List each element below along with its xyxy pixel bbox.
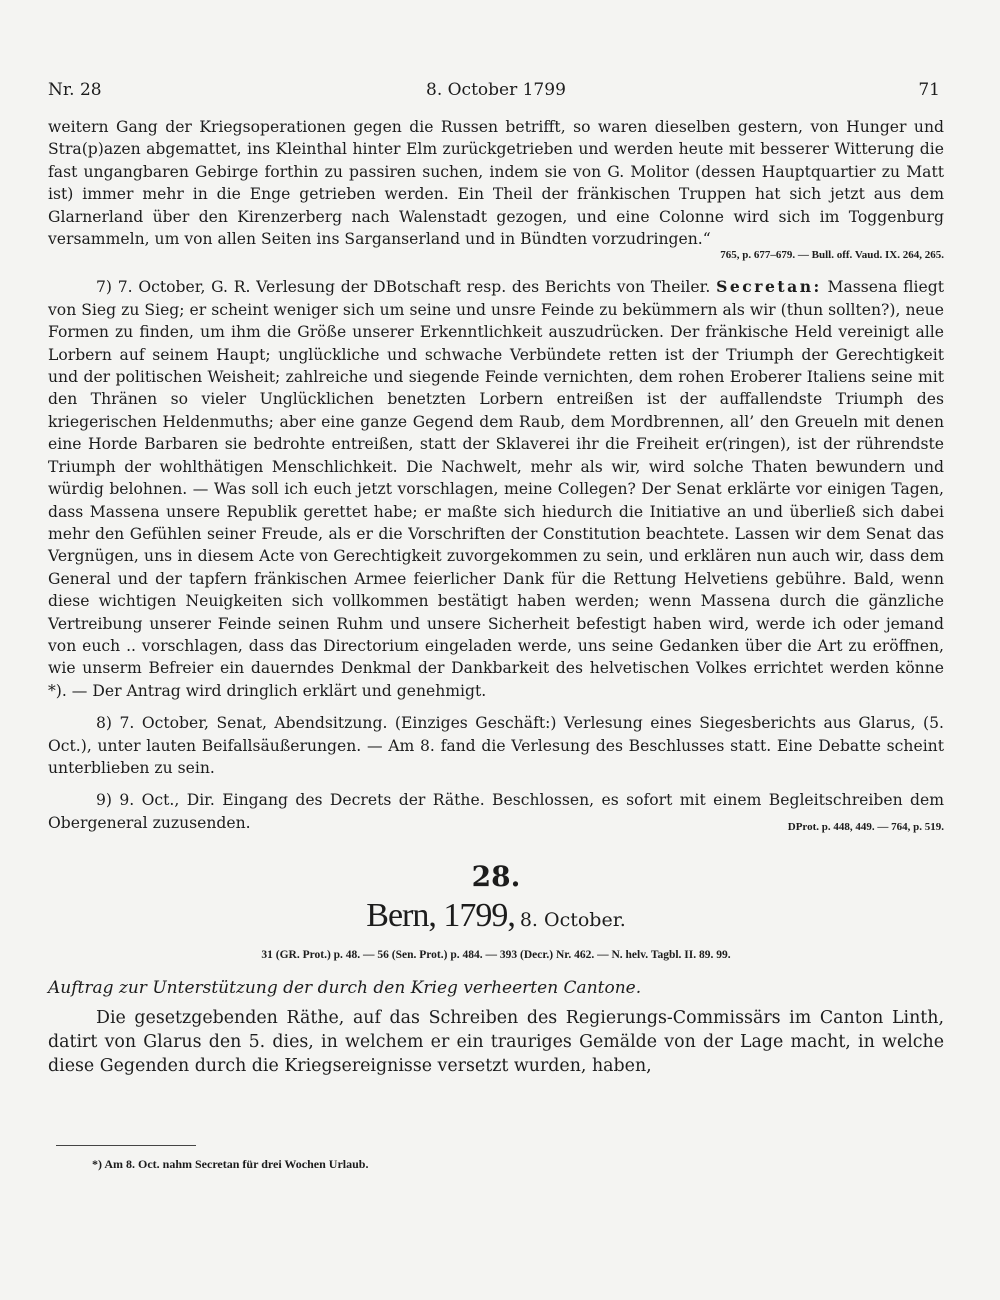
entry-7-lead: 7) 7. October, G. R. Verlesung der DBotschaft resp. des Berichts von Theiler. xyxy=(96,278,711,297)
entry-8: 8) 7. October, Senat, Abendsitzung. (Einziges Geschäft:) Verlesung eines Siegesberichts aus Glarus, (5. Oct.), unter lauten Beifallsäußerungen. — Am 8. fand die Verlesung des Beschlusses statt. Eine Debatte scheint unterblieben zu sein. xyxy=(48,714,944,777)
page-number: 71 xyxy=(918,80,940,100)
entry-7 xyxy=(48,276,944,702)
page-body xyxy=(48,116,944,1078)
section-subject: Auftrag zur Unterstützung der durch den Krieg verheerten Cantone. xyxy=(48,978,642,999)
source-reference: 765, p. 677–679. — Bull. off. Vaud. IX. 264, 265. xyxy=(720,249,944,262)
entry-9-source: DProt. p. 448, 449. — 764, p. 519. xyxy=(787,820,944,833)
footnote: *) Am 8. Oct. nahm Secretan für drei Wochen Urlaub. xyxy=(92,1157,369,1171)
section-place: Bern, 1799, xyxy=(366,897,515,935)
section-dateline xyxy=(48,896,944,941)
speaker-name: Secretan: xyxy=(716,277,822,297)
section-text: Die gesetzgebenden Räthe, auf das Schreiben des Regierungs-Commissärs im Canton Linth, datirt von Glarus den 5. dies, in welchem er ein trauriges Gemälde von der Lage macht, in welche diese Gegenden durch die Kriegsereignisse versetzt wurden, haben, xyxy=(48,1007,944,1076)
document-page xyxy=(48,0,948,1300)
entry-7-text: Massena fliegt von Sieg zu Sieg; er scheint weniger sich um seine und unsre Feinde zu bekümmern als wir (thun sollten?), neue Formen zu finden, um ihm die Größe unserer Erkenntlichkeit auszudrücken. Der fränkische Held vereinigt alle Lorbern auf seinem Haupt; unglückliche und schwache Verbündete retten ist der Triumph der Gerechtigkeit und der politischen Weisheit; zahlreiche und siegende Feinde vernichten, dem rohen Eroberer Italiens seine mit den Thränen so vieler Unglücklichen benetzten Lorbern entreißen ist der auffallendste Triumph des kriegerischen Heldenmuths; aber eine ganze Gegend dem Raub, dem Mordbrennen, all’ den Greueln mit denen eine Horde Barbaren sie bedrohte entreißen, statt der Sklaverei ihr die Freiheit er(ringen), ist der rührendste Triumph der wohlthätigen Menschlichkeit. Die Nachwelt, mehr als wir, wird solche Thaten bewundern und würdig belohnen. — Was soll ich euch jetzt vorschlagen, meine Collegen? Der Senat erklärte vor einigen Tagen, dass Massena unsere Republik gerettet habe; er maßte sich hiedurch die Initiative an und überließ sich dabei mehr den Gefühlen seiner Freude, als er die Vorschriften der Constitution beachtete. Lassen wir dem Senat das Vergnügen, uns in diesem Acte von Gerechtigkeit zuvorgekommen zu sein, und erklären nun auch wir, dass dem General und der tapfern fränkischen Armee feierlicher Dank für die Rettung Helvetiens gebühre. Bald, wenn diese wichtigen Neuigkeiten sich vollkommen bestätigt haben werden; wenn Massena durch die gänzliche Vertreibung unserer Feinde seinen Ruhm und unsere Sicherheit befestigt haben wird, werde ich oder jemand von euch .. vorschlagen, dass das Directorium eingeladen werde, uns seine Gedanken über die Art zu eröffnen, wie unserm Befreier ein dauerndes Denkmal der Dankbarkeit des helvetischen Volkes errichtet werden könne *). — Der Antrag wird dringlich erklärt und genehmigt. xyxy=(48,278,944,700)
running-header xyxy=(48,80,948,106)
section-date: 8. October. xyxy=(519,909,626,932)
section-number: 28. xyxy=(471,860,521,894)
footnote-rule xyxy=(56,1145,196,1146)
entry-9-text: 9) 9. Oct., Dir. Eingang des Decrets der Räthe. Beschlossen, es sofort mit einem Begleitschreiben dem Obergeneral zuzusenden. xyxy=(48,791,944,832)
header-date: 8. October 1799 xyxy=(426,80,566,100)
continued-paragraph: weitern Gang der Kriegsoperationen gegen die Russen betrifft, so waren dieselben gestern, von Hunger und Stra(p)azen abgemattet, ins Kleinthal hinter Elm zurückgetrieben und werden heute mit besserer Witterung die fast ungangbaren Gebirge forthin zu passiren suchen, indem sie von G. Molitor (dessen Hauptquartier zu Matt ist) immer mehr in die Enge getrieben werden. Ein Theil der fränkischen Truppen hat sich jetzt aus dem Glarnerland über den Kirenzerberg nach Walenstadt gezogen, und eine Colonne wird sich im Toggenburg versammeln, um von allen Seiten ins Sarganserland und in Bündten vorzudringen.“ xyxy=(48,118,944,249)
header-number: Nr. 28 xyxy=(48,80,102,100)
entry-9 xyxy=(48,789,944,834)
section-sources: 31 (GR. Prot.) p. 48. — 56 (Sen. Prot.) p. 484. — 393 (Decr.) Nr. 462. — N. helv. Tagbl. II. 89. 99. xyxy=(261,949,731,962)
